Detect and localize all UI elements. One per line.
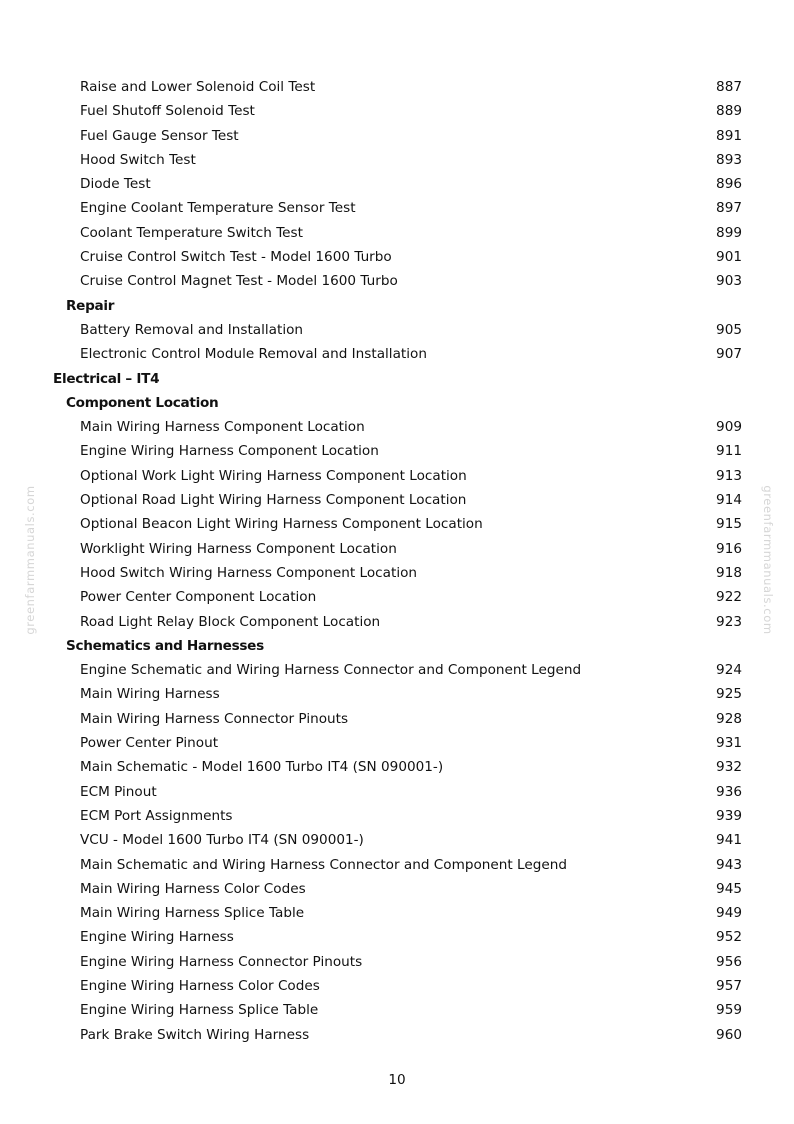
- toc-entry[interactable]: [0, 1023, 794, 1047]
- toc-entry[interactable]: [0, 901, 794, 925]
- toc-entry[interactable]: [0, 658, 794, 682]
- toc-entry-title: Power Center Pinout: [80, 735, 219, 752]
- toc-entry[interactable]: [0, 148, 794, 172]
- toc-entry-page-number: 903: [716, 273, 742, 290]
- toc-entry-title: Power Center Component Location: [80, 589, 317, 606]
- toc-entry[interactable]: [0, 439, 794, 463]
- toc-entry[interactable]: [0, 731, 794, 755]
- toc-entry[interactable]: [0, 99, 794, 123]
- toc-entry-title: Park Brake Switch Wiring Harness: [80, 1026, 310, 1043]
- toc-entry-title: Main Wiring Harness Color Codes: [80, 880, 306, 897]
- toc-entry-page-number: 957: [716, 977, 742, 994]
- toc-entry-title: Main Schematic - Model 1600 Turbo IT4 (SN 090001-): [80, 759, 444, 776]
- toc-section-heading[interactable]: [0, 634, 794, 658]
- toc-entry-page-number: 897: [716, 200, 742, 217]
- toc-entry[interactable]: [0, 925, 794, 949]
- toc-entry-title: Optional Beacon Light Wiring Harness Component Location: [80, 516, 483, 533]
- watermark-left: greenfarmmanuals.com: [23, 485, 37, 635]
- toc-entry-title: ECM Port Assignments: [80, 807, 233, 824]
- toc-entry-page-number: 936: [716, 783, 742, 800]
- toc-entry[interactable]: [0, 172, 794, 196]
- toc-entry-title: Engine Wiring Harness: [80, 929, 234, 946]
- toc-entry[interactable]: [0, 974, 794, 998]
- toc-entry-title: Hood Switch Wiring Harness Component Location: [80, 564, 418, 581]
- toc-entry-page-number: 891: [716, 127, 742, 144]
- toc-entry-page-number: 925: [716, 686, 742, 703]
- toc-entry[interactable]: [0, 415, 794, 439]
- toc-entry-page-number: 923: [716, 613, 742, 630]
- toc-entry-title: Fuel Gauge Sensor Test: [80, 127, 239, 144]
- toc-entry-title: Engine Wiring Harness Splice Table: [80, 1002, 319, 1019]
- toc-entry-title: Cruise Control Magnet Test - Model 1600 Turbo: [80, 273, 398, 290]
- toc-entry-title: Main Wiring Harness: [80, 686, 220, 703]
- toc-entry[interactable]: [0, 853, 794, 877]
- toc-entry-title: ECM Pinout: [80, 783, 157, 800]
- page-number: 10: [388, 1072, 406, 1088]
- toc-entry-page-number: 939: [716, 807, 742, 824]
- toc-entry-title: Engine Schematic and Wiring Harness Connector and Component Legend: [80, 662, 582, 679]
- toc-entry[interactable]: [0, 342, 794, 366]
- toc-entry[interactable]: [0, 877, 794, 901]
- toc-entry-page-number: 907: [716, 346, 742, 363]
- toc-entry-title: Hood Switch Test: [80, 151, 196, 168]
- toc-entry-title: Battery Removal and Installation: [80, 321, 304, 338]
- toc-entry-page-number: 922: [716, 589, 742, 606]
- toc-entry-title: Raise and Lower Solenoid Coil Test: [80, 79, 316, 95]
- toc-entry-page-number: 959: [716, 1002, 742, 1019]
- toc-entry-page-number: 887: [716, 79, 742, 95]
- toc-entry-title: Electronic Control Module Removal and Installation: [80, 346, 427, 363]
- toc-entry-page-number: 941: [716, 832, 742, 849]
- toc-entry-title: Engine Coolant Temperature Sensor Test: [80, 200, 356, 217]
- toc-entry-title: Coolant Temperature Switch Test: [80, 224, 303, 241]
- toc-entry-page-number: 913: [716, 467, 742, 484]
- toc-entry-page-number: 918: [716, 564, 742, 581]
- toc-entry-title: Component Location: [66, 394, 219, 411]
- toc-entry-title: Schematics and Harnesses: [66, 637, 264, 654]
- toc-entry[interactable]: [0, 124, 794, 148]
- toc-entry[interactable]: [0, 780, 794, 804]
- toc-section-heading[interactable]: [0, 294, 794, 318]
- toc-entry[interactable]: [0, 221, 794, 245]
- toc-entry-title: Main Wiring Harness Connector Pinouts: [80, 710, 349, 727]
- toc-entry-title: Main Wiring Harness Component Location: [80, 419, 365, 436]
- toc-entry[interactable]: [0, 269, 794, 293]
- toc-entry-page-number: 945: [716, 880, 742, 897]
- toc-entry[interactable]: [0, 245, 794, 269]
- toc-entry-title: Optional Road Light Wiring Harness Component Location: [80, 492, 467, 509]
- toc-entry-page-number: 911: [716, 443, 742, 460]
- toc-entry-title: Optional Work Light Wiring Harness Component Location: [80, 467, 467, 484]
- toc-entry[interactable]: [0, 488, 794, 512]
- toc-entry[interactable]: [0, 318, 794, 342]
- toc-entry[interactable]: [0, 512, 794, 536]
- toc-entry-page-number: 960: [716, 1026, 742, 1043]
- toc-entry-page-number: 928: [716, 710, 742, 727]
- toc-entry-page-number: 914: [716, 492, 742, 509]
- toc-entry-title: Diode Test: [80, 176, 151, 193]
- toc-entry[interactable]: [0, 561, 794, 585]
- toc-entry-page-number: 889: [716, 103, 742, 120]
- toc-entry-title: Repair: [66, 297, 115, 314]
- toc-entry-page-number: 949: [716, 905, 742, 922]
- toc-entry[interactable]: [0, 950, 794, 974]
- toc-entry-title: Worklight Wiring Harness Component Location: [80, 540, 397, 557]
- toc-entry-title: Main Wiring Harness Splice Table: [80, 905, 305, 922]
- toc-entry-page-number: 916: [716, 540, 742, 557]
- toc-entry-title: Engine Wiring Harness Connector Pinouts: [80, 953, 363, 970]
- toc-section-heading[interactable]: [0, 367, 794, 391]
- toc-entry[interactable]: [0, 75, 794, 99]
- toc-entry[interactable]: [0, 585, 794, 609]
- toc-entry-page-number: 893: [716, 151, 742, 168]
- toc-entry-title: Main Schematic and Wiring Harness Connector and Component Legend: [80, 856, 567, 873]
- toc-entry[interactable]: [0, 804, 794, 828]
- toc-entry-title: Engine Wiring Harness Color Codes: [80, 977, 320, 994]
- toc-entry[interactable]: [0, 828, 794, 852]
- toc-entry-title: Engine Wiring Harness Component Location: [80, 443, 379, 460]
- table-of-contents: [0, 75, 794, 1047]
- toc-entry-page-number: 915: [716, 516, 742, 533]
- toc-entry-page-number: 952: [716, 929, 742, 946]
- toc-entry[interactable]: [0, 196, 794, 220]
- toc-entry-page-number: 943: [716, 856, 742, 873]
- toc-entry[interactable]: [0, 537, 794, 561]
- toc-entry-page-number: 896: [716, 176, 742, 193]
- toc-entry[interactable]: [0, 998, 794, 1022]
- toc-entry-title: Electrical – IT4: [53, 370, 160, 387]
- toc-entry-title: Cruise Control Switch Test - Model 1600 Turbo: [80, 249, 392, 266]
- toc-entry-page-number: 899: [716, 224, 742, 241]
- toc-entry-title: Road Light Relay Block Component Location: [80, 613, 381, 630]
- toc-entry-page-number: 909: [716, 419, 742, 436]
- toc-entry[interactable]: [0, 464, 794, 488]
- toc-entry[interactable]: [0, 755, 794, 779]
- toc-section-heading[interactable]: [0, 391, 794, 415]
- toc-entry-title: Fuel Shutoff Solenoid Test: [80, 103, 255, 120]
- watermark-right: greenfarmmanuals.com: [761, 485, 775, 635]
- toc-entry-page-number: 924: [716, 662, 742, 679]
- toc-entry[interactable]: [0, 682, 794, 706]
- toc-entry[interactable]: [0, 707, 794, 731]
- toc-entry[interactable]: [0, 610, 794, 634]
- toc-entry-page-number: 931: [716, 735, 742, 752]
- toc-entry-title: VCU - Model 1600 Turbo IT4 (SN 090001-): [80, 832, 364, 849]
- toc-entry-page-number: 901: [716, 249, 742, 266]
- toc-entry-page-number: 905: [716, 321, 742, 338]
- toc-entry-page-number: 932: [716, 759, 742, 776]
- toc-entry-page-number: 956: [716, 953, 742, 970]
